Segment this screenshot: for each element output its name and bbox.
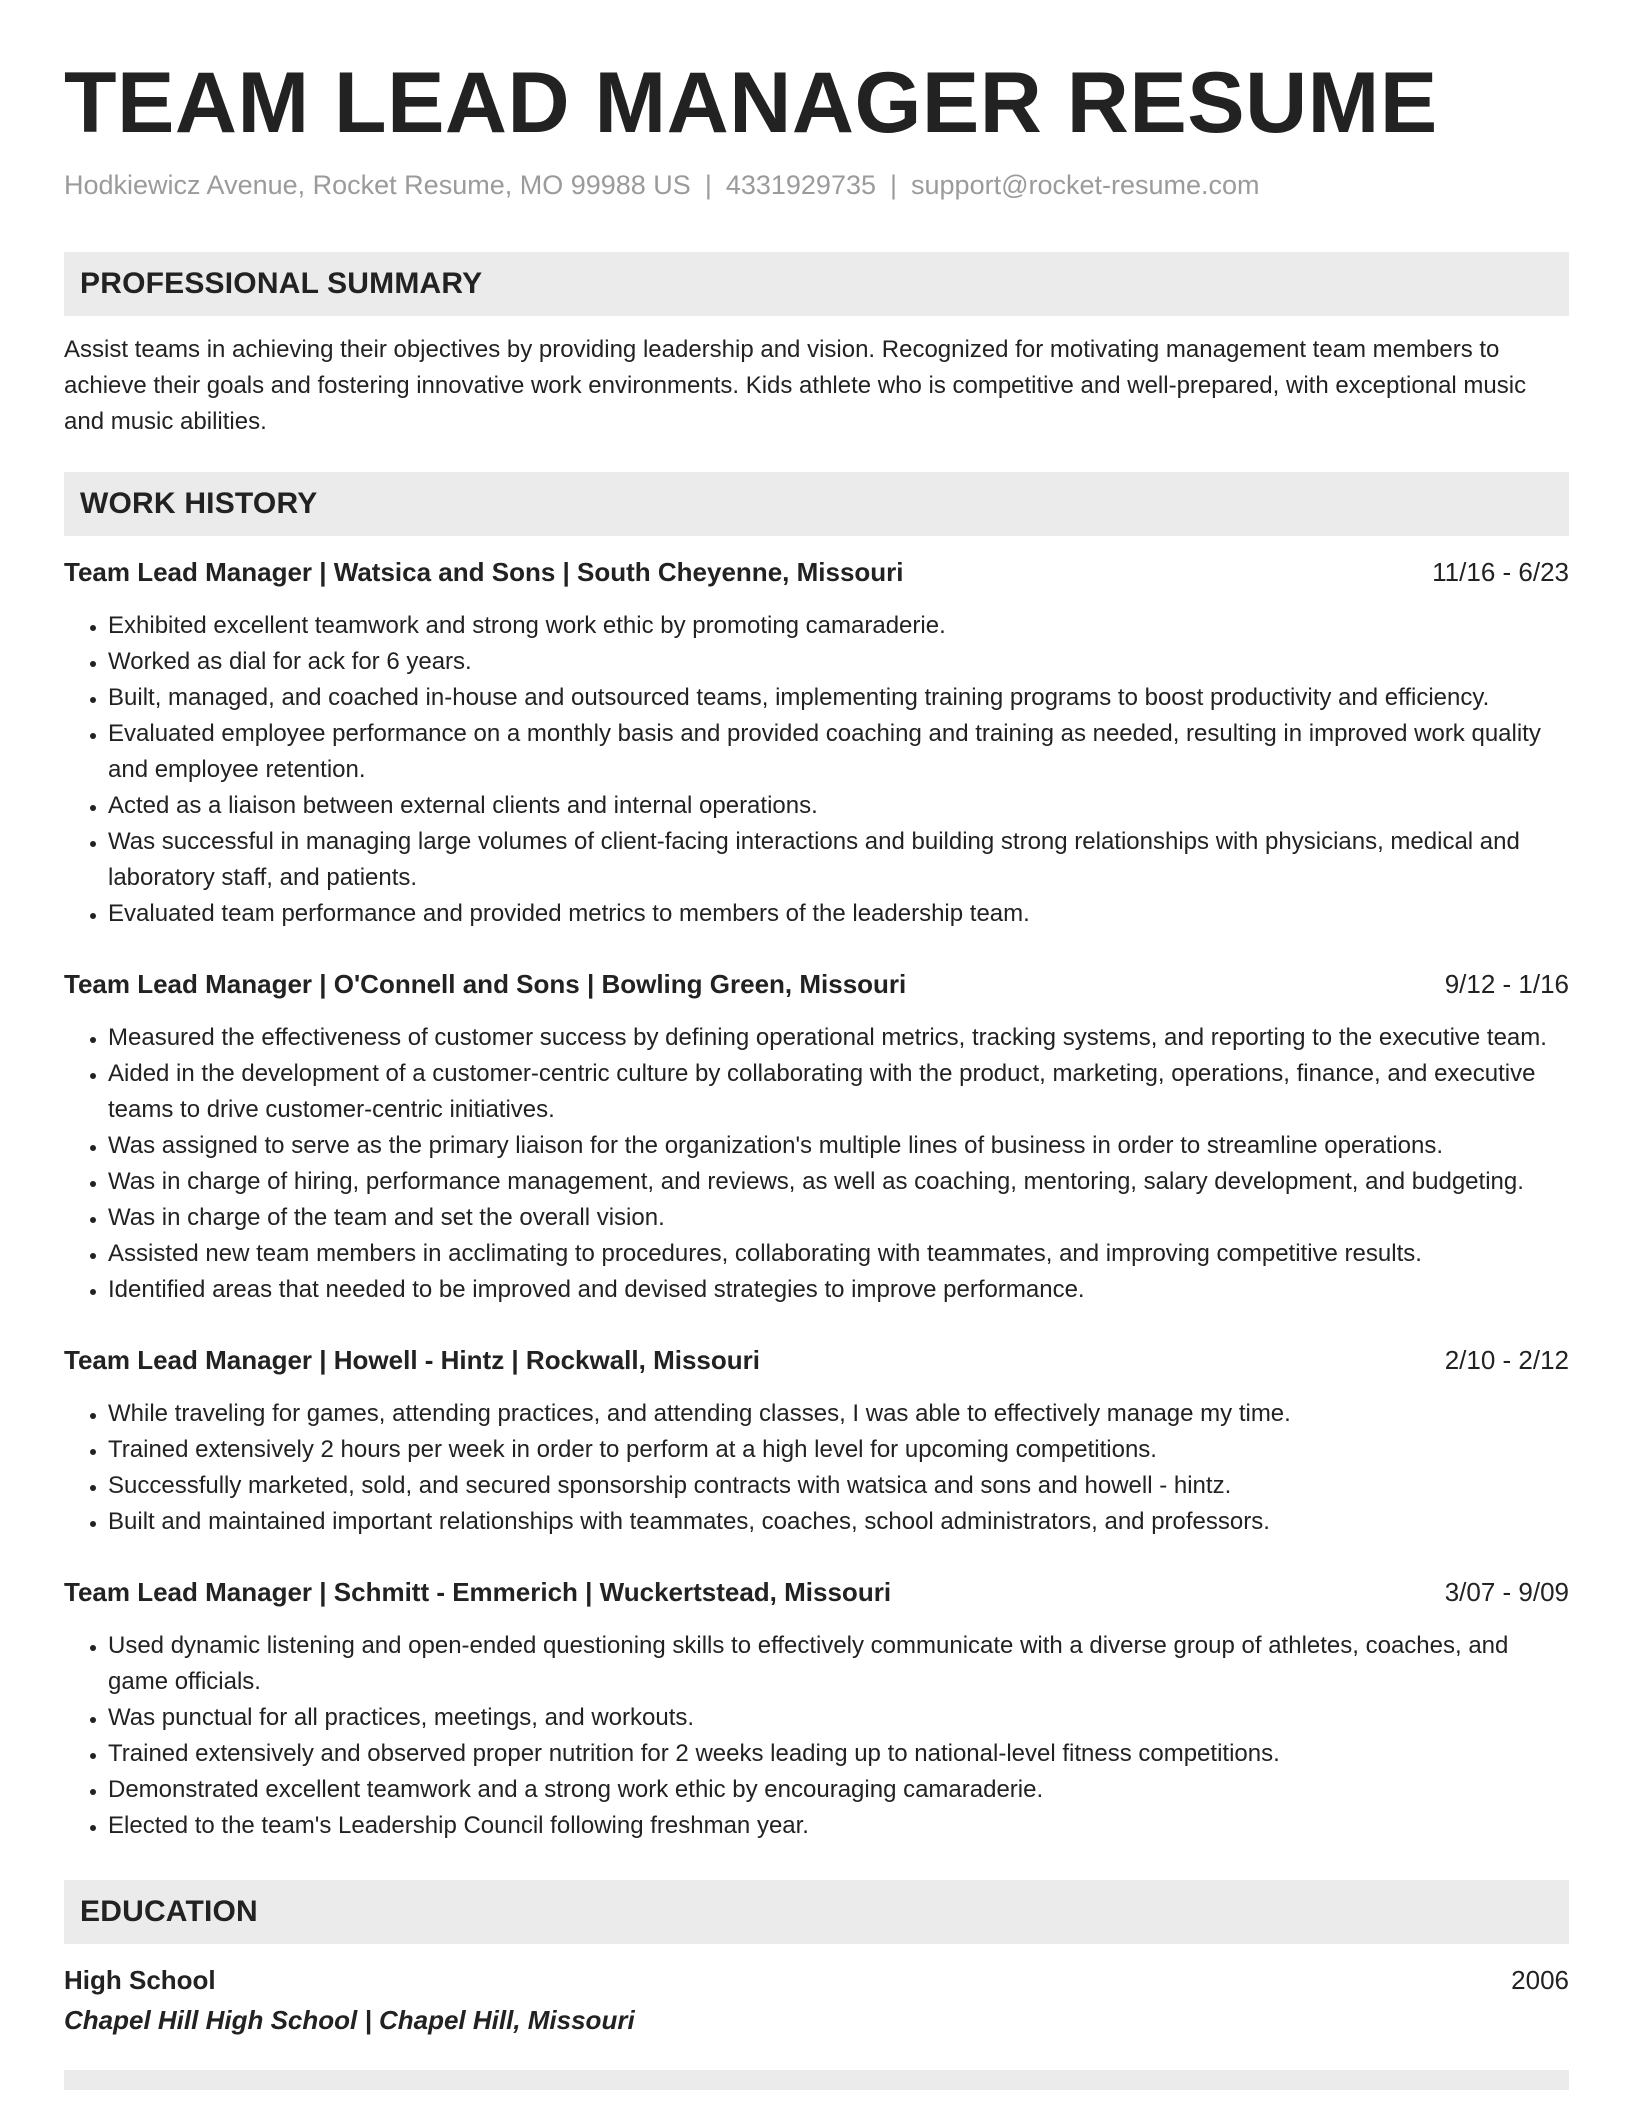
job-header [64, 966, 1569, 1002]
job-bullets [64, 608, 1569, 932]
job-title: Team Lead Manager | Schmitt - Emmerich | Wuckertstead, Missouri [64, 1577, 892, 1607]
contact-line [64, 168, 1569, 202]
job-entry [64, 1574, 1569, 1844]
job-header [64, 1342, 1569, 1378]
job-bullet: • Was in charge of hiring, performance management, and reviews, as well as coaching, mentoring, salary development, and budgeting. [108, 1164, 1569, 1200]
job-dates: 3/07 - 9/09 [1444, 1577, 1569, 1607]
job-bullets [64, 1628, 1569, 1844]
contact-separator: | [890, 170, 898, 200]
job-bullet: • Aided in the development of a customer-centric culture by collaborating with the product, marketing, operations, finance, and executive teams to drive customer-centric initiatives. [108, 1056, 1569, 1128]
contact-email: support@rocket-resume.com [911, 170, 1260, 200]
job-dates: 11/16 - 6/23 [1432, 557, 1569, 587]
contact-address: Hodkiewicz Avenue, Rocket Resume, MO 99988 US [64, 170, 691, 200]
job-header [64, 554, 1569, 590]
job-title: Team Lead Manager | Watsica and Sons | South Cheyenne, Missouri [64, 557, 904, 587]
summary-heading: PROFESSIONAL SUMMARY [64, 252, 1569, 316]
job-bullet: • Evaluated team performance and provided metrics to members of the leadership team. [108, 896, 1569, 932]
summary-text: Assist teams in achieving their objectives by providing leadership and vision. Recognized for motivating management team members to achieve their goals and fostering innovative work environments. Kids athlete who is competitive and well-prepared, with exceptional music and music abilities. [64, 336, 1527, 435]
job-header [64, 1574, 1569, 1610]
resume-title: TEAM LEAD MANAGER RESUME [64, 55, 1438, 151]
work-history-heading: WORK HISTORY [64, 472, 1569, 536]
job-bullet: • While traveling for games, attending practices, and attending classes, I was able to effectively manage my time. [108, 1396, 1569, 1432]
job-entry [64, 966, 1569, 1308]
job-bullet: • Successfully marketed, sold, and secured sponsorship contracts with watsica and sons and howell - hintz. [108, 1468, 1569, 1504]
job-bullet: • Was in charge of the team and set the overall vision. [108, 1200, 1569, 1236]
job-bullet: • Acted as a liaison between external clients and internal operations. [108, 788, 1569, 824]
job-bullet: • Built, managed, and coached in-house and outsourced teams, implementing training programs to boost productivity and efficiency. [108, 680, 1569, 716]
job-title: Team Lead Manager | O'Connell and Sons | Bowling Green, Missouri [64, 969, 907, 999]
job-bullet: • Worked as dial for ack for 6 years. [108, 644, 1569, 680]
education-school: Chapel Hill High School | Chapel Hill, Missouri [64, 2005, 635, 2035]
job-bullets [64, 1396, 1569, 1540]
job-bullet: • Trained extensively 2 hours per week in order to perform at a high level for upcoming competitions. [108, 1432, 1569, 1468]
job-bullet: • Identified areas that needed to be improved and devised strategies to improve performance. [108, 1272, 1569, 1308]
contact-phone: 4331929735 [725, 170, 876, 200]
job-bullet: • Elected to the team's Leadership Council following freshman year. [108, 1808, 1569, 1844]
job-bullet: • Evaluated employee performance on a monthly basis and provided coaching and training as needed, resulting in improved work quality and employee retention. [108, 716, 1569, 788]
job-entry [64, 1342, 1569, 1540]
education-heading: EDUCATION [64, 1880, 1569, 1944]
job-bullet: • Measured the effectiveness of customer success by defining operational metrics, tracking systems, and reporting to the executive team. [108, 1020, 1569, 1056]
job-bullet: • Exhibited excellent teamwork and strong work ethic by promoting camaraderie. [108, 608, 1569, 644]
education-entry [64, 1962, 1569, 1998]
job-dates: 2/10 - 2/12 [1444, 1345, 1569, 1375]
next-section-heading-bar [64, 2070, 1569, 2090]
education-year: 2006 [1511, 1965, 1569, 1995]
job-dates: 9/12 - 1/16 [1444, 969, 1569, 999]
job-bullet: • Was successful in managing large volumes of client-facing interactions and building strong relationships with physicians, medical and laboratory staff, and patients. [108, 824, 1569, 896]
job-bullet: • Assisted new team members in acclimating to procedures, collaborating with teammates, and improving competitive results. [108, 1236, 1569, 1272]
job-bullet: • Demonstrated excellent teamwork and a strong work ethic by encouraging camaraderie. [108, 1772, 1569, 1808]
job-entry [64, 554, 1569, 932]
education-degree: High School [64, 1965, 216, 1995]
job-title: Team Lead Manager | Howell - Hintz | Rockwall, Missouri [64, 1345, 760, 1375]
job-bullet: • Built and maintained important relationships with teammates, coaches, school administrators, and professors. [108, 1504, 1569, 1540]
job-bullets [64, 1020, 1569, 1308]
job-bullet: • Was assigned to serve as the primary liaison for the organization's multiple lines of business in order to streamline operations. [108, 1128, 1569, 1164]
contact-separator: | [704, 170, 712, 200]
job-bullet: • Was punctual for all practices, meetings, and workouts. [108, 1700, 1569, 1736]
job-bullet: • Used dynamic listening and open-ended questioning skills to effectively communicate with a diverse group of athletes, coaches, and game officials. [108, 1628, 1569, 1700]
job-bullet: • Trained extensively and observed proper nutrition for 2 weeks leading up to national-level fitness competitions. [108, 1736, 1569, 1772]
